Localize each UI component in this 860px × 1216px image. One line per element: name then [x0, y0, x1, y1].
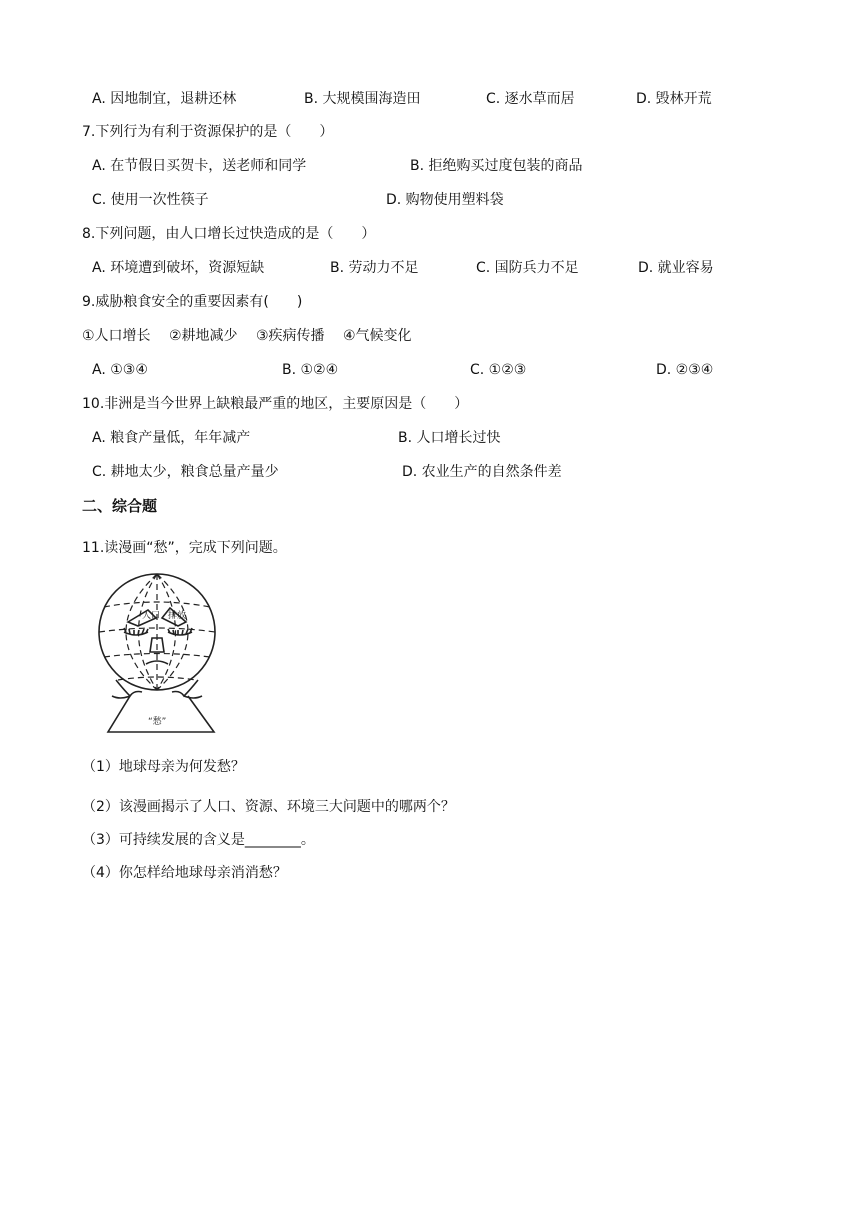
q7-option-c: C. 使用一次性筷子 [92, 192, 209, 208]
q6-option-c: C. 逐水草而居 [486, 91, 575, 107]
label-worry: “愁” [148, 717, 167, 727]
q8-option-d: D. 就业容易 [638, 260, 714, 276]
cartoon-earth-illustration [90, 572, 230, 737]
left-eye [124, 632, 148, 635]
label-population: 人口 [142, 611, 161, 621]
q10-option-b: B. 人口增长过快 [398, 430, 501, 446]
right-hand [172, 680, 202, 698]
q8-stem: 8.下列问题，由人口增长过快造成的是（ ） [82, 226, 376, 242]
q7-option-b: B. 拒绝购买过度包装的商品 [410, 158, 583, 174]
cartoon-worried-earth [90, 572, 230, 737]
left-hand [112, 680, 142, 698]
q9-option-b: B. ①②④ [282, 362, 339, 378]
q10-option-a: A. 粮食产量低，年年减产 [92, 430, 251, 446]
q6-option-b: B. 大规模围海造田 [304, 91, 421, 107]
q11-sub-1: （1）地球母亲为何发愁？ [82, 759, 245, 775]
q9-factors: ①人口增长 ②耕地减少 ③疾病传播 ④气候变化 [82, 328, 412, 344]
q9-option-d: D. ②③④ [656, 362, 714, 378]
q9-option-c: C. ①②③ [470, 362, 527, 378]
q8-option-c: C. 国防兵力不足 [476, 260, 579, 276]
q6-option-a: A. 因地制宜，退耕还林 [92, 91, 237, 107]
q11-sub-2: （2）该漫画揭示了人口、资源、环境三大问题中的哪两个？ [82, 799, 455, 815]
mouth [146, 661, 168, 664]
q7-stem: 7.下列行为有利于资源保护的是（ ） [82, 124, 334, 140]
q11-stem: 11.读漫画“愁”，完成下列问题。 [82, 540, 287, 556]
globe-outline [99, 574, 215, 690]
label-emission: 排放 [168, 611, 187, 621]
q7-option-d: D. 购物使用塑料袋 [386, 192, 504, 208]
q6-option-d: D. 毁林开荒 [636, 91, 712, 107]
q10-option-d: D. 农业生产的自然条件差 [402, 464, 562, 480]
q11-sub-4: （4）你怎样给地球母亲消消愁？ [82, 865, 287, 881]
q7-option-a: A. 在节假日买贺卡，送老师和同学 [92, 158, 307, 174]
q8-option-b: B. 劳动力不足 [330, 260, 419, 276]
q8-option-a: A. 环境遭到破坏，资源短缺 [92, 260, 265, 276]
q9-option-a: A. ①③④ [92, 362, 148, 378]
q10-option-c: C. 耕地太少，粮食总量产量少 [92, 464, 279, 480]
section-title: 二、综合题 [82, 497, 158, 515]
q10-stem: 10.非洲是当今世界上缺粮最严重的地区，主要原因是（ ） [82, 396, 469, 412]
q9-stem: 9.威胁粮食安全的重要因素有( ) [82, 294, 303, 310]
q11-sub-3: （3）可持续发展的含义是________。 [82, 832, 315, 848]
